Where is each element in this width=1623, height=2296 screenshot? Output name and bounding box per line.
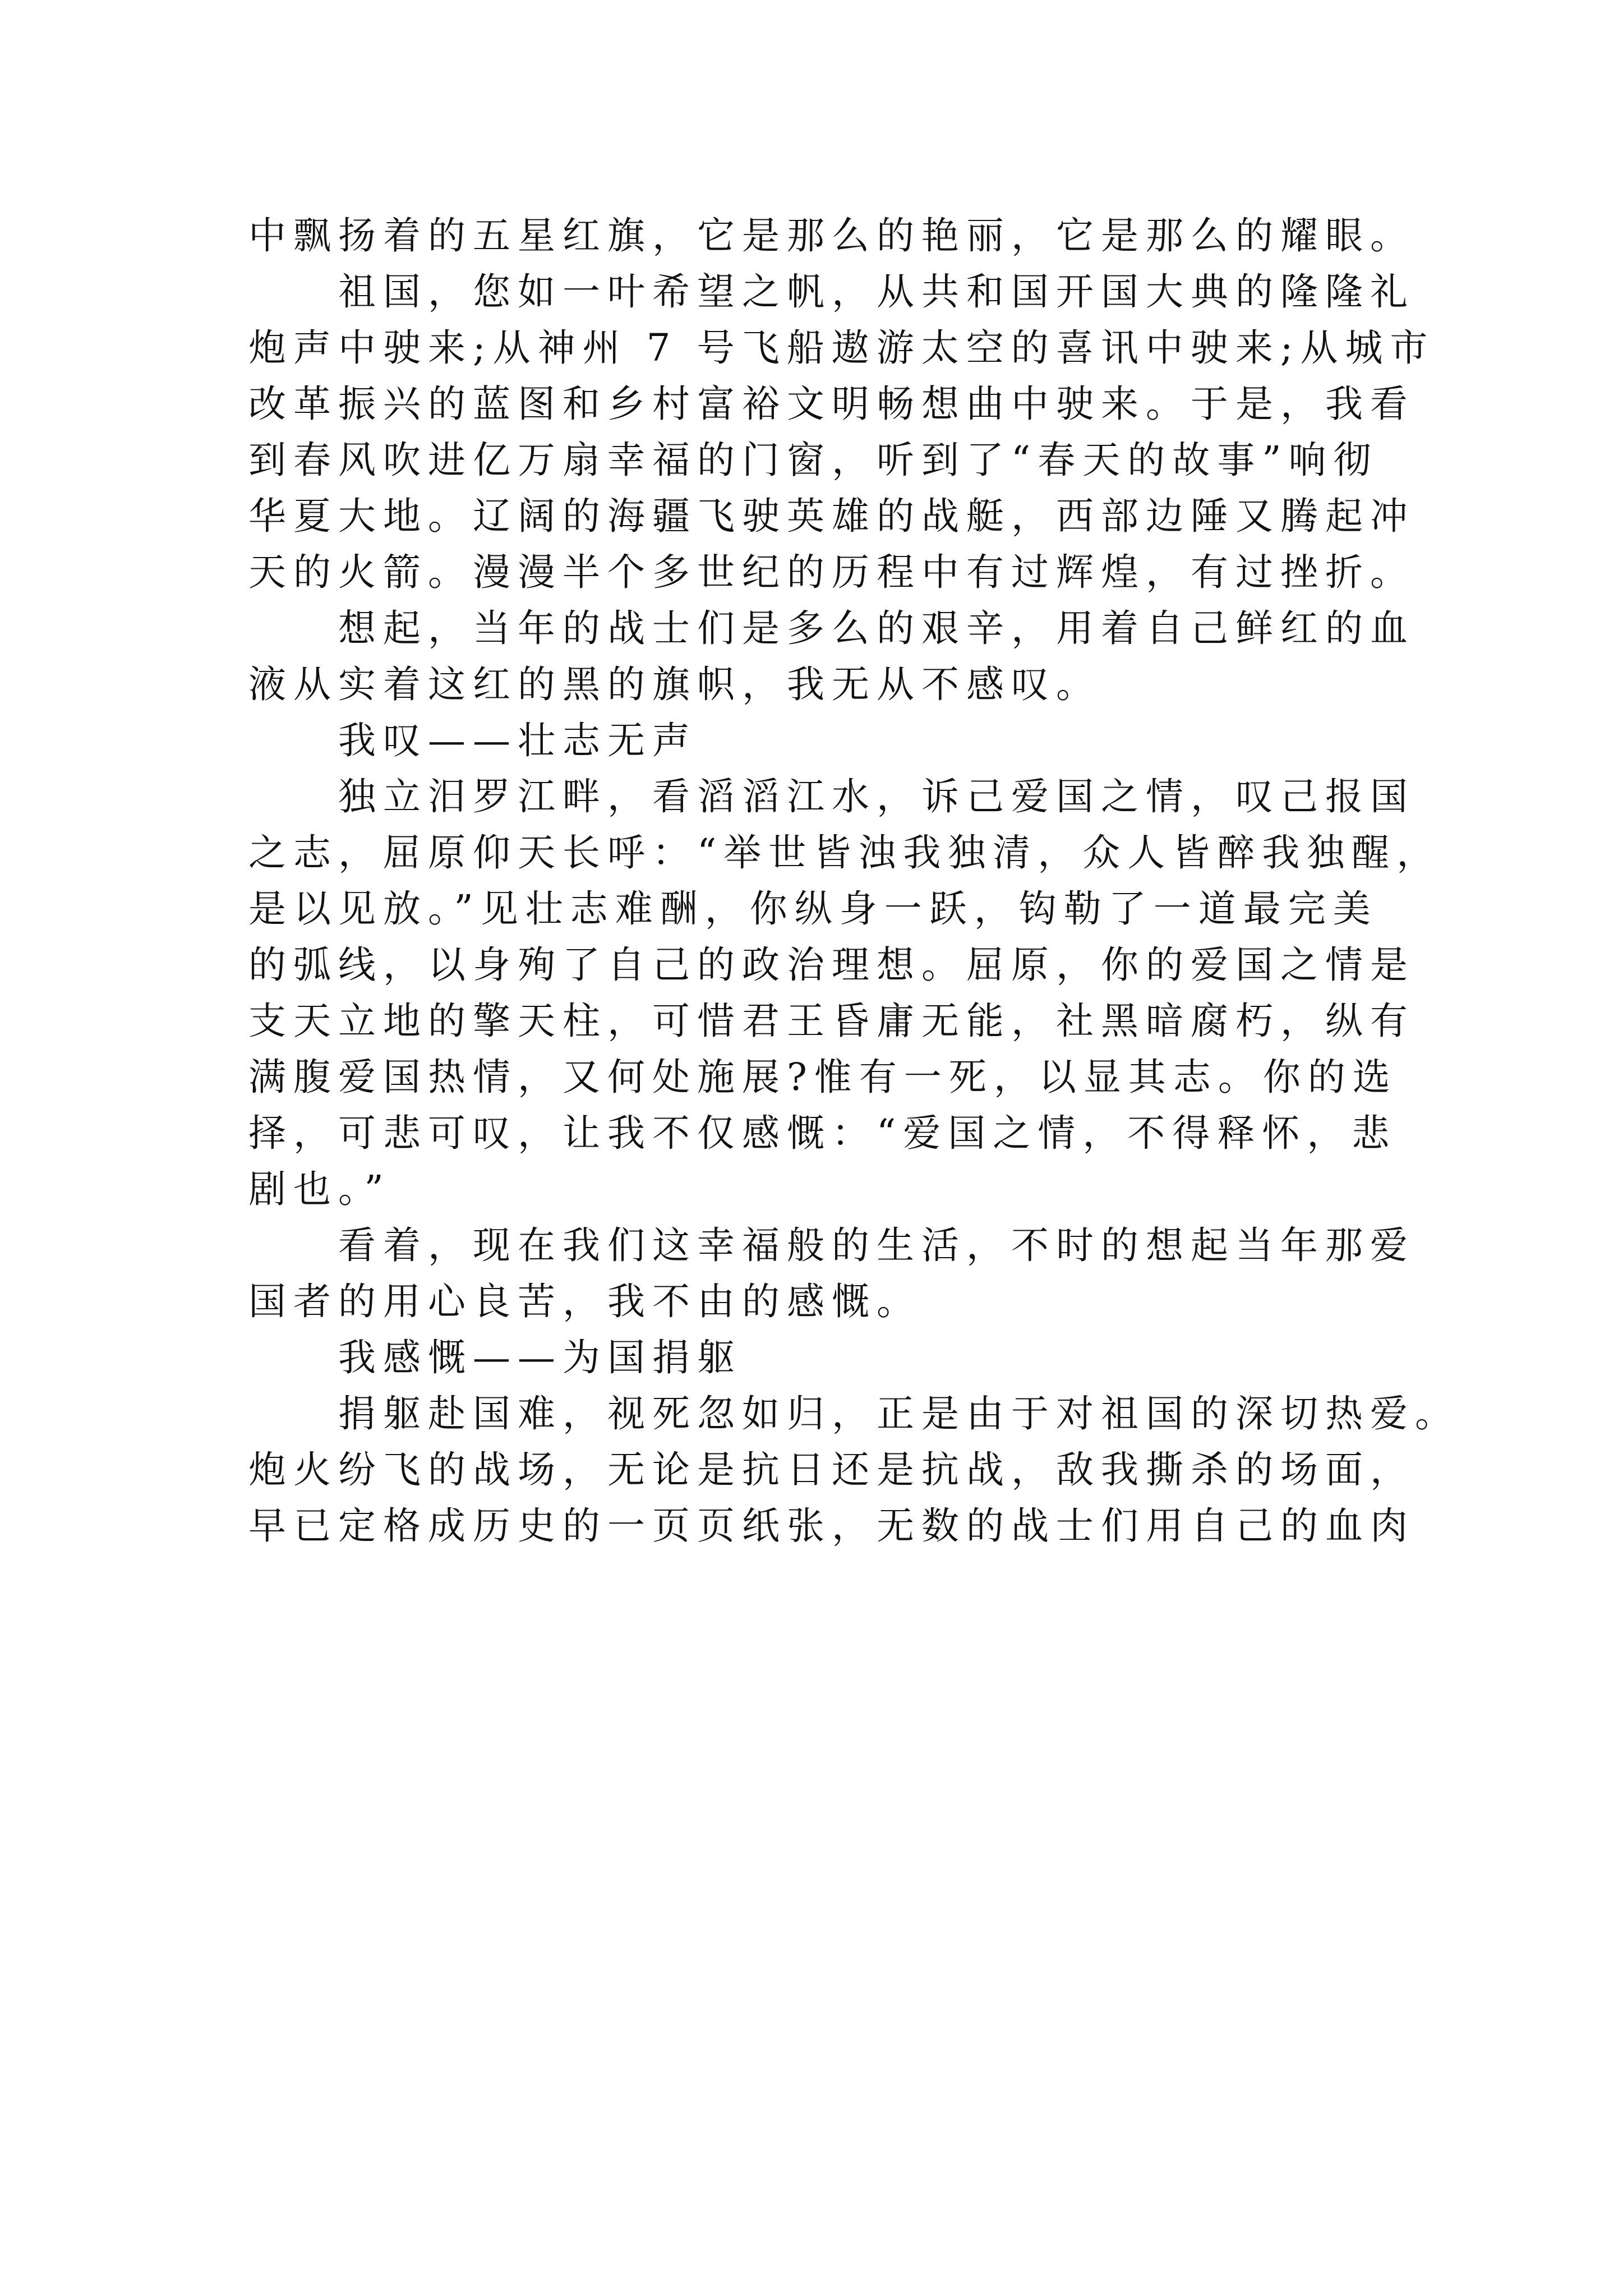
- section-heading: 我叹——壮志无声: [338, 719, 697, 762]
- text-line: 满腹爱国热情，又何处施展?惟有一死，以显其志。你的选: [248, 1055, 1398, 1099]
- text-line: 炮火纷飞的战场，无论是抗日还是抗战，敌我撕杀的场面，: [248, 1448, 1415, 1492]
- text-line: 国者的用心良苦，我不由的感慨。: [248, 1280, 921, 1323]
- text-line: 华夏大地。辽阔的海疆飞驶英雄的战艇，西部边陲又腾起冲: [248, 494, 1415, 538]
- text-line: 改革振兴的蓝图和乡村富裕文明畅想曲中驶来。于是，我看: [248, 382, 1415, 426]
- text-line: 独立汨罗江畔，看滔滔江水，诉己爱国之情，叹己报国: [338, 775, 1415, 818]
- text-line: 天的火箭。漫漫半个多世纪的历程中有过辉煌，有过挫折。: [248, 550, 1415, 594]
- text-line: 中飘扬着的五星红旗，它是那么的艳丽，它是那么的耀眼。: [248, 214, 1415, 257]
- text-line: 择，可悲可叹，让我不仅感慨：“爱国之情，不得释怀，悲: [248, 1111, 1397, 1155]
- document-body: [248, 208, 1460, 1554]
- section-heading: 我感慨——为国捐躯: [338, 1336, 742, 1379]
- text-line: 支天立地的擎天柱，可惜君王昏庸无能，社黑暗腐朽，纵有: [248, 999, 1415, 1043]
- text-line: 祖国，您如一叶希望之帆，从共和国开国大典的隆隆礼: [338, 270, 1415, 314]
- text-line: 剧也。”: [248, 1167, 391, 1211]
- text-line: 早已定格成历史的一页页纸张，无数的战士们用自己的血肉: [248, 1504, 1415, 1548]
- text-line: 想起，当年的战士们是多么的艰辛，用着自己鲜红的血: [338, 606, 1415, 650]
- text-line: 液从实着这红的黑的旗帜，我无从不感叹。: [248, 662, 1101, 706]
- text-line: 到春风吹进亿万扇幸福的门窗，听到了“春天的故事”响彻: [248, 438, 1378, 482]
- text-line: 的弧线，以身殉了自己的政治理想。屈原，你的爱国之情是: [248, 943, 1415, 987]
- text-line: 炮声中驶来;从神州 7 号飞船遨游太空的喜讯中驶来;从城市: [248, 326, 1435, 370]
- text-line: 捐躯赴国难，视死忽如归，正是由于对祖国的深切热爱。: [338, 1392, 1460, 1435]
- text-line: 是以见放。”见壮志难酬，你纵身一跃，钩勒了一道最完美: [248, 887, 1378, 931]
- text-line: 之志，屈原仰天长呼：“举世皆浊我独清，众人皆醉我独醒，: [248, 831, 1442, 875]
- text-line: 看着，现在我们这幸福般的生活，不时的想起当年那爱: [338, 1223, 1415, 1267]
